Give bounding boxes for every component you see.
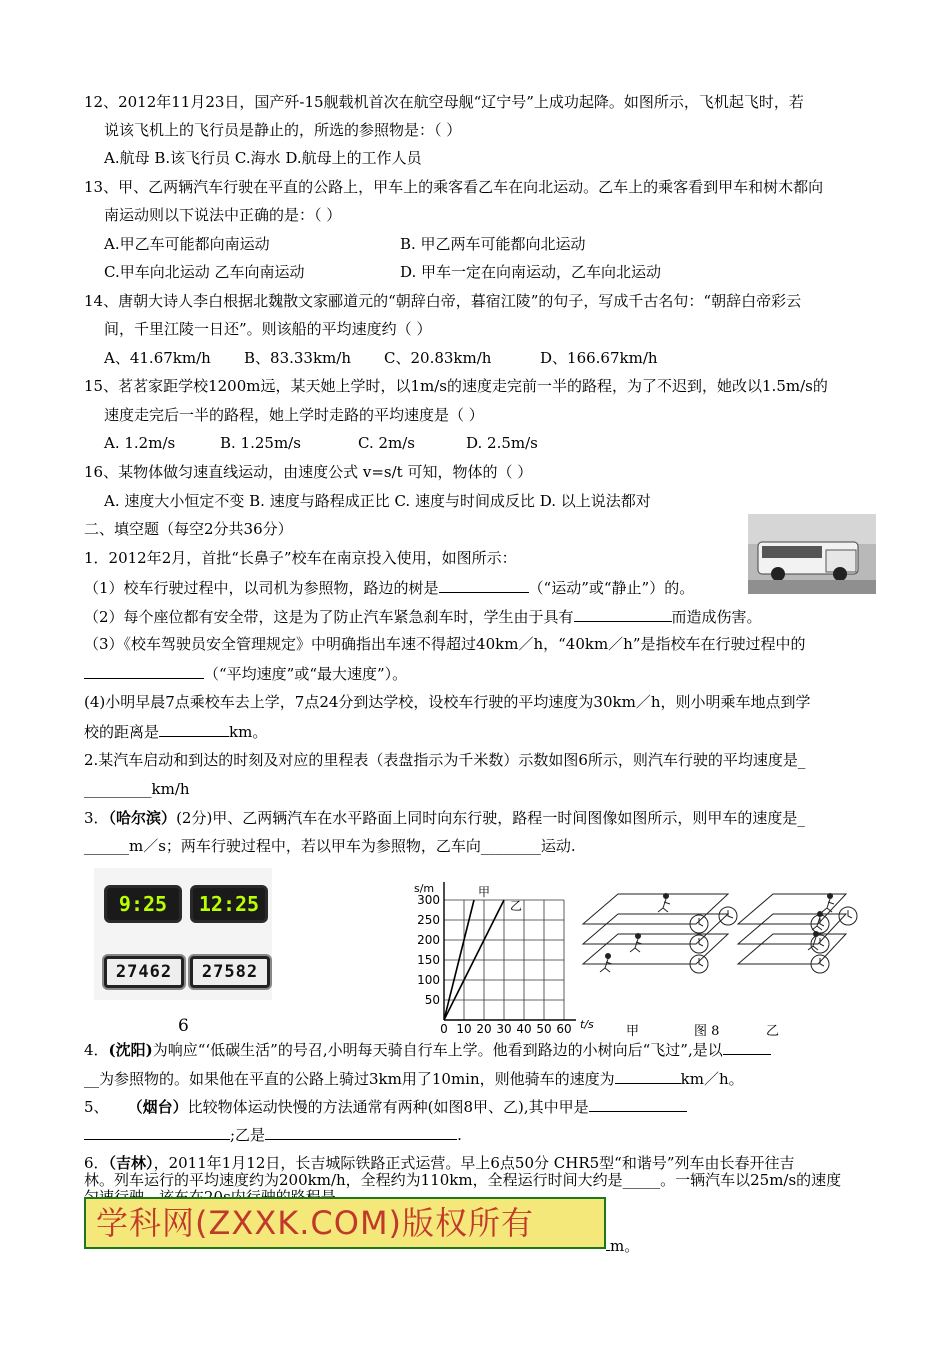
f1-blank1[interactable]	[439, 577, 529, 593]
f5-text2: ;乙是	[230, 1126, 266, 1144]
series-label-yi: 乙	[510, 899, 523, 913]
y-tick-label: 50	[424, 993, 440, 1007]
figure-6-label: 6	[178, 1016, 189, 1036]
q13-option-a: A.甲乙车可能都向南运动	[104, 235, 270, 253]
f1-part1-end: （“运动”或“静止”）的。	[528, 579, 695, 597]
f5-end: .	[457, 1126, 462, 1144]
x-tick-label: 20	[476, 1022, 492, 1036]
figure-8-left-label: 甲	[626, 1024, 640, 1039]
f1-intro: 1．2012年2月，首批“长鼻子”校车在南京投入使用，如图所示：	[84, 549, 517, 567]
watermark-banner	[84, 1197, 606, 1249]
q16-line1: 16、某物体做匀速直线运动，由速度公式 v=s/t 可知，物体的（ ）	[84, 463, 533, 481]
clock-start-time: 9:25	[118, 892, 168, 916]
y-tick-label: 300	[417, 893, 440, 907]
q12-line2: 说该飞机上的飞行员是静止的，所选的参照物是：（ ）	[104, 121, 462, 139]
f2-line1: 2.某汽车启动和到达的时刻及对应的里程表（表盘指示为千米数）示数如图6所示，则汽车行驶的平均速度是_	[84, 751, 806, 769]
f5-text: 比较物体运动快慢的方法通常有两种(如图8甲、乙),其中甲是	[187, 1098, 589, 1116]
odometer-start	[104, 956, 184, 988]
f4-tag: (沈阳)	[108, 1041, 153, 1059]
series-label-jia: 甲	[478, 885, 491, 899]
q13-line2: 南运动则以下说法中正确的是：（ ）	[104, 206, 342, 224]
f3-text: (2分)甲、乙两辆汽车在水平路面上同时向东行驶，路程一时间图像如图所示，则甲车的速度是_	[176, 809, 805, 827]
q15-option-a: A. 1.2m/s	[104, 434, 176, 452]
q14-option-b: B、83.33km/h	[244, 349, 351, 367]
f1-part4: (4)小明早晨7点乘校车去上学，7点24分到达学校，设校车行驶的平均速度为30km／h，则小明乘车地点到学	[84, 693, 811, 711]
f6-end	[606, 1235, 639, 1256]
f4-line2	[84, 1068, 744, 1089]
figure-8-caption: 图 8	[694, 1024, 720, 1039]
q13-option-d: D. 甲车一定在向南运动，乙车向北运动	[400, 263, 662, 281]
q13-option-b: B. 甲乙两车可能都向北运动	[400, 235, 586, 253]
odometer-start-value: 27462	[115, 962, 173, 982]
f1-part4b-text: 校的距离是	[84, 723, 160, 741]
f1-part3: （3）《校车驾驶员安全管理规定》中明确指出车速不得超过40km／h，“40km／h”是指校车在行驶过程中的	[84, 635, 806, 653]
f2-line2: _________km/h	[84, 780, 190, 798]
f4-num: 4．	[84, 1041, 109, 1059]
q13-line1: 13、甲、乙两辆汽车行驶在平直的公路上，甲车上的乘客看乙车在向北运动。乙车上的乘客看到甲车和树木都向	[84, 178, 824, 196]
x-tick-label: 60	[556, 1022, 572, 1036]
q15-line1: 15、茗茗家距学校1200m远，某天她上学时，以1m/s的速度走完前一半的路程，为了不迟到，她改以1.5m/s的	[84, 377, 828, 395]
f1-blank4[interactable]	[159, 721, 229, 737]
q14-option-a: A、41.67km/h	[104, 349, 211, 367]
f1-blank3[interactable]	[84, 663, 204, 679]
q12-line1: 12、2012年11月23日，国产歼-15舰载机首次在航空母舰“辽宁号”上成功起降。如图所示，飞机起飞时，若	[84, 93, 804, 111]
x-tick-label: 10	[456, 1022, 472, 1036]
y-tick-label: 150	[417, 953, 440, 967]
q16-options: A. 速度大小恒定不变 B. 速度与路程成正比 C. 速度与时间成反比 D. 以上说法都对	[104, 492, 651, 510]
f5-blank2[interactable]	[84, 1124, 230, 1140]
figure-8-right-label: 乙	[766, 1024, 780, 1039]
q14-option-d: D、166.67km/h	[540, 349, 658, 367]
f5-tag: （烟台）	[127, 1098, 188, 1116]
f3-tag: （哈尔滨）	[108, 809, 177, 827]
clock-start	[104, 885, 182, 923]
clock-end-time: 12:25	[198, 892, 260, 916]
f1-part3b-text: （“平均速度”或“最大速度”）。	[204, 665, 408, 683]
section-heading: 二、填空题（每空2分共36分）	[84, 520, 293, 538]
q13-option-c: C.甲车向北运动 乙车向南运动	[104, 263, 305, 281]
school-bus-image	[748, 514, 876, 594]
f1-part2	[84, 606, 762, 627]
distance-time-chart	[410, 870, 594, 1040]
q14-option-c: C、20.83km/h	[384, 349, 492, 367]
f1-part4b	[84, 721, 267, 742]
f6-end-text: m。	[610, 1237, 640, 1255]
f6-line2: 林。列车运行的平均速度约为200km/h，全程约为110km，全程运行时间大约是_____。一辆汽车以25m/s的速度	[84, 1171, 842, 1189]
f4-text: 为响应“‘低碳生活”的号召,小明每天骑自行车上学。他看到路边的小树向后“飞过”,是以	[152, 1041, 723, 1059]
f6-num: 6．	[84, 1154, 109, 1172]
f5-line1	[84, 1096, 687, 1117]
x-axis-label: t/s	[580, 1018, 594, 1031]
f1-blank2[interactable]	[574, 606, 672, 622]
odometer-end	[190, 956, 270, 988]
odometer-end-value: 27582	[201, 962, 259, 982]
f5-blank1[interactable]	[589, 1096, 687, 1112]
q14-line2: 间，千里江陵一日还”。则该船的平均速度约（ ）	[104, 320, 432, 338]
f6-text: ，2011年1月12日，长吉城际铁路正式运营。早上6点50分 CHR5型“和谐号”列车由长春开往吉	[153, 1154, 795, 1172]
f3-line1	[84, 808, 805, 828]
f3-line2: ______m／s；两车行驶过程中，若以甲车为参照物，乙车向________运动.	[84, 837, 576, 855]
f5-num: 5、	[84, 1098, 109, 1116]
f6-tag: （吉林）	[108, 1154, 154, 1172]
q14-line1: 14、唐朝大诗人李白根据北魏散文家郦道元的“朝辞白帝，暮宿江陵”的句子，写成千古名句：“朝辞白帝彩云	[84, 292, 802, 310]
f1-part2-text: （2）每个座位都有安全带，这是为了防止汽车紧急刹车时，学生由于具有	[84, 608, 574, 626]
f1-part1-text: （1）校车行驶过程中，以司机为参照物，路边的树是	[84, 579, 439, 597]
y-tick-label: 100	[417, 973, 440, 987]
f3-num: 3．	[84, 809, 109, 827]
x-tick-label: 50	[536, 1022, 552, 1036]
f1-part4b-end: km。	[229, 723, 268, 741]
clock-end	[190, 885, 268, 923]
x-tick-label: 40	[516, 1022, 532, 1036]
watermark-text: 学科网(ZXXK.COM)版权所有	[96, 1204, 535, 1242]
y-axis-label: s/m	[414, 882, 435, 895]
f5-blank3[interactable]	[265, 1124, 457, 1140]
x-tick-label: 30	[496, 1022, 512, 1036]
f4-blank2[interactable]	[615, 1068, 681, 1084]
q15-line2: 速度走完后一半的路程，她上学时走路的平均速度是（ ）	[104, 406, 484, 424]
f5-line2	[84, 1124, 462, 1145]
figure-8-drawing	[578, 888, 878, 1000]
y-tick-label: 250	[417, 913, 440, 927]
f4-line1	[84, 1039, 771, 1060]
f4-text2-end: km／h。	[680, 1070, 744, 1088]
q15-option-b: B. 1.25m/s	[220, 434, 301, 452]
q15-option-d: D. 2.5m/s	[466, 434, 538, 452]
q12-options: A.航母 B.该飞行员 C.海水 D.航母上的工作人员	[104, 149, 422, 167]
f4-blank1[interactable]	[723, 1039, 771, 1055]
y-tick-label: 200	[417, 933, 440, 947]
f1-part2-end: 而造成伤害。	[671, 608, 762, 626]
q15-option-c: C. 2m/s	[358, 434, 415, 452]
f4-text2: __为参照物的。如果他在平直的公路上骑过3km用了10min，则他骑车的速度为	[84, 1070, 615, 1088]
f1-part3b	[84, 663, 407, 684]
x-tick-label: 0	[440, 1022, 448, 1036]
f1-part1	[84, 577, 694, 598]
